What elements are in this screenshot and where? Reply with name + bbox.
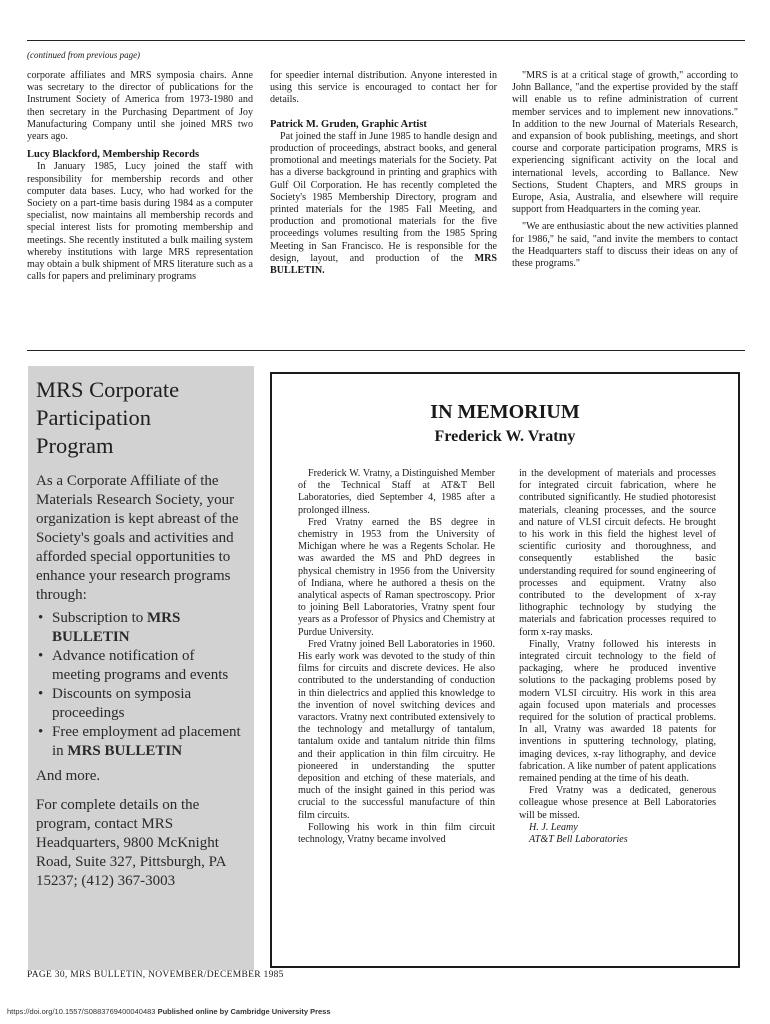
sidebar-title-line: Participation bbox=[36, 405, 151, 430]
column-3 bbox=[512, 70, 738, 275]
sidebar-title-line: Program bbox=[36, 433, 114, 458]
column-1 bbox=[27, 70, 253, 288]
memorial-paragraph: in the development of materials and processes for integrated circuit fabrication, where he contributed significantly. He studied photoresist materials, cleaning processes, and the source and nature of VLSI circuit defects. He brought to his work in this field the highest level of scientific curiosity and thoroughness, and consequently established the basic understanding required for sound engineering of processes and equipment. Vratny also contributed to the development of x-ray lithographic technology by studying the materials and fabrication processes required to form x-ray masks. bbox=[519, 468, 716, 638]
memorial-name: Frederick W. Vratny bbox=[434, 428, 576, 445]
col3-paragraph-1: "MRS is at a critical stage of growth," according to John Ballance, "and the expertise provided by the staff will enable us to refine administration of current member services and to implement new innovations." In addition to the new Journal of Materials Research, and expansion of book publishing, meetings, and short course and corporate participation programs, MRS is experiencing significant activity on the local and international levels, according to Ballance. New Sections, Student Chapters, and MRS groups in Europe, Asia, Australia, and elsewhere will require support from Headquarters in the coming year. bbox=[512, 70, 738, 216]
column-2 bbox=[270, 70, 497, 282]
continued-note: (continued from previous page) bbox=[27, 50, 141, 60]
benefit-item bbox=[36, 723, 246, 761]
memorial-signature-org: AT&T Bell Laboratories bbox=[529, 834, 628, 846]
benefit-text: Subscription to bbox=[52, 610, 148, 626]
col2-paragraph-1: for speedier internal distribution. Anyone interested in using this service is encouraged to contact her for details. bbox=[270, 70, 497, 106]
sidebar-more: And more. bbox=[36, 768, 101, 784]
col1-heading: Lucy Blackford, Membership Records bbox=[27, 149, 200, 161]
col3-paragraph-2: "We are enthusiastic about the new activities planned for 1986," he said, "and invite the members to contact the Headquarters staff to discuss their ideas on any of these programs." bbox=[512, 221, 738, 270]
benefit-item bbox=[36, 609, 246, 647]
benefit-bold: MRS BULLETIN bbox=[52, 610, 181, 645]
benefit-item: • Advance notification of meeting programs and events bbox=[36, 647, 246, 685]
memorial-title: IN MEMORIUM bbox=[430, 401, 580, 423]
sidebar-contact: For complete details on the program, contact MRS Headquarters, 9800 McKnight Road, Suite 327, Pittsburgh, PA 15237; (412) 367-3003 bbox=[36, 797, 226, 889]
memorial-paragraph: Following his work in thin film circuit technology, Vratny became involved bbox=[298, 821, 495, 846]
memorial-right-column bbox=[519, 468, 716, 846]
doi-link[interactable]: https://doi.org/10.1557/S0883769400040483 bbox=[7, 1007, 156, 1016]
sidebar-title bbox=[36, 376, 246, 460]
sidebar-title-line: MRS Corporate bbox=[36, 377, 180, 402]
benefit-text: Free employment ad placement in bbox=[52, 724, 241, 759]
benefit-bold: MRS BULLETIN bbox=[67, 743, 183, 759]
benefit-item: • Discounts on symposia proceedings bbox=[36, 685, 246, 723]
col1-paragraph-1: corporate affiliates and MRS symposia chairs. Anne was secretary to the director of publications for the Instrument Society of America from 1973-1980 and then secretary in the Purchasing Department of Joy Manufacturing Company until she joined MRS two years ago. bbox=[27, 70, 253, 143]
mid-rule bbox=[27, 350, 745, 351]
memorial-paragraph: Fred Vratny was a dedicated, generous colleague whose presence at Bell Laboratories will be missed. bbox=[519, 785, 716, 821]
memorial-paragraph: Fred Vratny earned the BS degree in chemistry in 1953 from the University of Michigan where he was a Regents Scholar. He was awarded the MS and PhD degrees in physical chemistry in 1956 from the University of Indiana, where he authored a thesis on the analytical aspects of Raman spectroscopy. Prior to joining Bell Laboratories, Vratny spent four years as a Professor of Physics and Chemistry at Purdue University. bbox=[298, 516, 495, 638]
memorial-box bbox=[270, 372, 740, 968]
top-rule bbox=[27, 40, 745, 41]
doi-line bbox=[7, 1007, 331, 1016]
page-footer: PAGE 30, MRS BULLETIN, NOVEMBER/DECEMBER 1985 bbox=[27, 970, 284, 980]
memorial-signature-name: H. J. Leamy bbox=[529, 821, 578, 833]
sidebar-intro: As a Corporate Affiliate of the Materials Research Society, your organization is kept abreast of the Society's goals and activities and afforded special opportunities to enhance your research programs through: bbox=[36, 473, 239, 603]
corporate-program-sidebar bbox=[28, 366, 254, 970]
memorial-left-column bbox=[298, 468, 495, 846]
col2-bold-tail: MRS BULLETIN. bbox=[270, 252, 497, 277]
col2-paragraph-2 bbox=[270, 131, 497, 277]
col1-paragraph-2: In January 1985, Lucy joined the staff with responsibility for membership records and other computer data bases. Lucy, who had worked for the Society on a part-time basis during 1984 as a computer specialist, now maintains all membership records and special interest lists for promoting membership and meetings. She recently instituted a bulk mailing system whereby institutions with large MRS representation may obtain a bulk shipment of MRS literature such as a calls for papers and preliminary programs bbox=[27, 161, 253, 283]
col2-heading: Patrick M. Gruden, Graphic Artist bbox=[270, 118, 427, 130]
memorial-paragraph: Fred Vratny joined Bell Laboratories in 1960. His early work was devoted to the study of thin films for circuits and discrete devices. He also contributed to the understanding of conduction in thin dielectrics and applied this knowledge to the invention of novel switching devices and varactors. Vratny next contributed extensively to the technology and metallurgy of tantalum, tantalum oxide and tantalum nitride thin films and their application in thin film circuitry. He pioneered in understanding the sputter deposition and etching of these materials, and much of the insight gained in this period was crucial to the successful manufacture of thin film circuits. bbox=[298, 638, 495, 821]
memorial-header bbox=[272, 400, 738, 447]
memorial-paragraph: Frederick W. Vratny, a Distinguished Member of the Technical Staff at AT&T Bell Laboratories, died September 4, 1985 after a prolonged illness. bbox=[298, 468, 495, 516]
memorial-paragraph: Finally, Vratny followed his interests in integrated circuit technology to the field of packaging, where he produced inventive solutions to the packaging problems posed by modern VLSI circuitry. His work in this area again focused upon materials and processes required for the solution of practical problems. In all, Vratny was awarded 18 patents for inventions in sputtering technology, plating, imaging devices, x-ray lithography, and device fabrication. A like number of patent applications remained pending at the time of his death. bbox=[519, 638, 716, 785]
col2-paragraph-2-text: Pat joined the staff in June 1985 to handle design and production of proceedings, abstract books, and general promotional and meetings materials for the Society. Pat has a diverse background in printing and graphics with Gulf Oil Corporation. He has recently completed the Society's 1985 Membership Directory, program and printed materials for the 1985 Fall Meeting, and production and promotional materials for the five proceedings volumes resulting from the 1985 Spring Meeting in San Francisco. He is responsible for the design, layout, and production of the bbox=[270, 130, 497, 264]
doi-publisher: Published online by Cambridge University Press bbox=[157, 1007, 331, 1016]
sidebar-benefits-list bbox=[36, 609, 246, 761]
